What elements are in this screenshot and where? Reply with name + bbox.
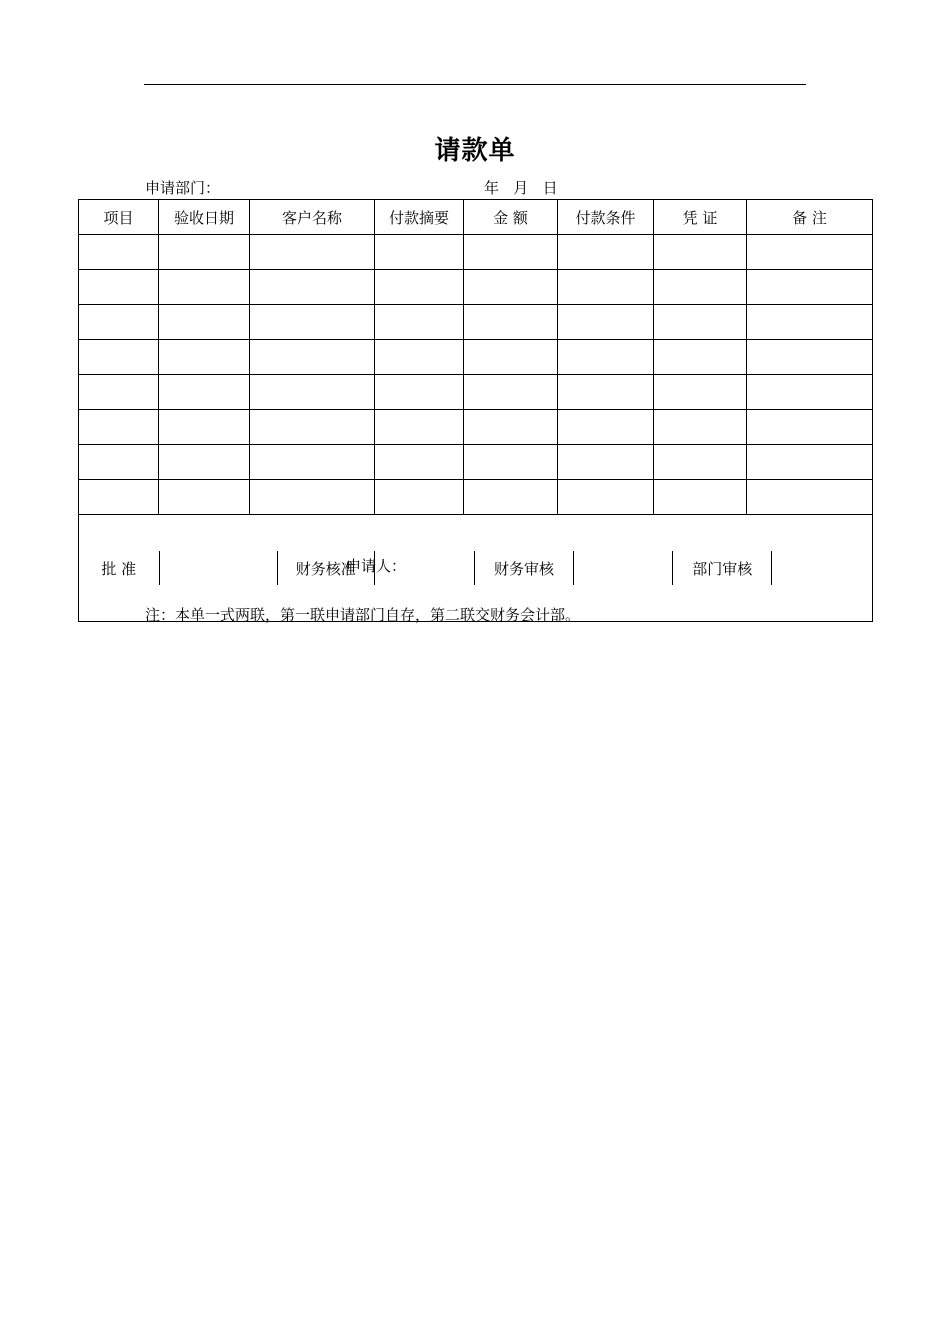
- department-label: 申请部门：: [145, 179, 221, 197]
- cell-remarks[interactable]: [747, 340, 873, 375]
- cell-remarks[interactable]: [747, 235, 873, 270]
- table-body: [79, 235, 873, 622]
- top-rule: [144, 84, 806, 85]
- cell-item[interactable]: [79, 410, 159, 445]
- cell-customer-name[interactable]: [250, 375, 375, 410]
- cell-remarks[interactable]: [747, 480, 873, 515]
- cell-voucher[interactable]: [654, 235, 747, 270]
- column-header-voucher: 凭 证: [654, 200, 747, 235]
- cell-payment-summary[interactable]: [375, 445, 464, 480]
- cell-payment-summary[interactable]: [375, 480, 464, 515]
- footnote: 注：本单一式两联，第一联申请部门自存，第二联交财务会计部。: [145, 606, 581, 624]
- table-row: [79, 410, 873, 445]
- cell-amount[interactable]: [464, 375, 558, 410]
- cell-payment-summary[interactable]: [375, 270, 464, 305]
- table-row: [79, 235, 873, 270]
- column-header-amount: 金 额: [464, 200, 558, 235]
- column-header-customer-name: 客户名称: [250, 200, 375, 235]
- cell-payment-terms[interactable]: [558, 340, 654, 375]
- cell-amount[interactable]: [464, 445, 558, 480]
- cell-remarks[interactable]: [747, 305, 873, 340]
- cell-payment-terms[interactable]: [558, 375, 654, 410]
- cell-customer-name[interactable]: [250, 270, 375, 305]
- cell-acceptance-date[interactable]: [159, 445, 250, 480]
- cell-acceptance-date[interactable]: [159, 480, 250, 515]
- finance-approval-label: 财务核准: [277, 551, 374, 585]
- approve-field[interactable]: [159, 551, 277, 585]
- cell-amount[interactable]: [464, 410, 558, 445]
- cell-amount[interactable]: [464, 305, 558, 340]
- table-row: [79, 270, 873, 305]
- column-header-acceptance-date: 验收日期: [159, 200, 250, 235]
- cell-item[interactable]: [79, 270, 159, 305]
- cell-payment-terms[interactable]: [558, 410, 654, 445]
- cell-item[interactable]: [79, 480, 159, 515]
- cell-customer-name[interactable]: [250, 480, 375, 515]
- cell-item[interactable]: [79, 305, 159, 340]
- applicant-label: 申请人：: [346, 557, 407, 575]
- finance-review-label: 财务审核: [474, 551, 573, 585]
- cell-customer-name[interactable]: [250, 410, 375, 445]
- cell-item[interactable]: [79, 375, 159, 410]
- table-row: [79, 340, 873, 375]
- cell-remarks[interactable]: [747, 375, 873, 410]
- cell-payment-terms[interactable]: [558, 445, 654, 480]
- request-form-table: [78, 199, 873, 622]
- cell-payment-terms[interactable]: [558, 480, 654, 515]
- table-row: [79, 480, 873, 515]
- table-row: [79, 375, 873, 410]
- cell-acceptance-date[interactable]: [159, 410, 250, 445]
- cell-item[interactable]: [79, 445, 159, 480]
- cell-payment-terms[interactable]: [558, 305, 654, 340]
- cell-acceptance-date[interactable]: [159, 235, 250, 270]
- cell-voucher[interactable]: [654, 445, 747, 480]
- table-row: [79, 445, 873, 480]
- column-header-payment-terms: 付款条件: [558, 200, 654, 235]
- cell-amount[interactable]: [464, 270, 558, 305]
- cell-acceptance-date[interactable]: [159, 305, 250, 340]
- cell-item[interactable]: [79, 340, 159, 375]
- column-header-payment-summary: 付款摘要: [375, 200, 464, 235]
- cell-acceptance-date[interactable]: [159, 340, 250, 375]
- cell-voucher[interactable]: [654, 480, 747, 515]
- approve-label: 批 准: [79, 551, 159, 585]
- cell-item[interactable]: [79, 235, 159, 270]
- header-row: [79, 200, 873, 235]
- cell-remarks[interactable]: [747, 270, 873, 305]
- page-title: 请款单: [434, 136, 516, 166]
- cell-payment-summary[interactable]: [375, 340, 464, 375]
- column-header-item: 项目: [79, 200, 159, 235]
- cell-remarks[interactable]: [747, 410, 873, 445]
- table-row: [79, 305, 873, 340]
- cell-voucher[interactable]: [654, 410, 747, 445]
- cell-voucher[interactable]: [654, 270, 747, 305]
- column-header-remarks: 备 注: [747, 200, 873, 235]
- cell-payment-summary[interactable]: [375, 235, 464, 270]
- cell-payment-summary[interactable]: [375, 410, 464, 445]
- cell-remarks[interactable]: [747, 445, 873, 480]
- cell-acceptance-date[interactable]: [159, 270, 250, 305]
- cell-voucher[interactable]: [654, 340, 747, 375]
- cell-amount[interactable]: [464, 480, 558, 515]
- cell-customer-name[interactable]: [250, 445, 375, 480]
- cell-payment-terms[interactable]: [558, 270, 654, 305]
- cell-voucher[interactable]: [654, 305, 747, 340]
- cell-acceptance-date[interactable]: [159, 375, 250, 410]
- cell-amount[interactable]: [464, 340, 558, 375]
- cell-payment-summary[interactable]: [375, 305, 464, 340]
- cell-amount[interactable]: [464, 235, 558, 270]
- cell-payment-summary[interactable]: [375, 375, 464, 410]
- cell-voucher[interactable]: [654, 375, 747, 410]
- cell-customer-name[interactable]: [250, 235, 375, 270]
- finance-review-field[interactable]: [574, 551, 673, 585]
- department-review-field[interactable]: [772, 551, 872, 585]
- cell-payment-terms[interactable]: [558, 235, 654, 270]
- department-review-label: 部门审核: [673, 551, 772, 585]
- cell-customer-name[interactable]: [250, 340, 375, 375]
- cell-customer-name[interactable]: [250, 305, 375, 340]
- date-label: 年 月 日: [484, 179, 558, 197]
